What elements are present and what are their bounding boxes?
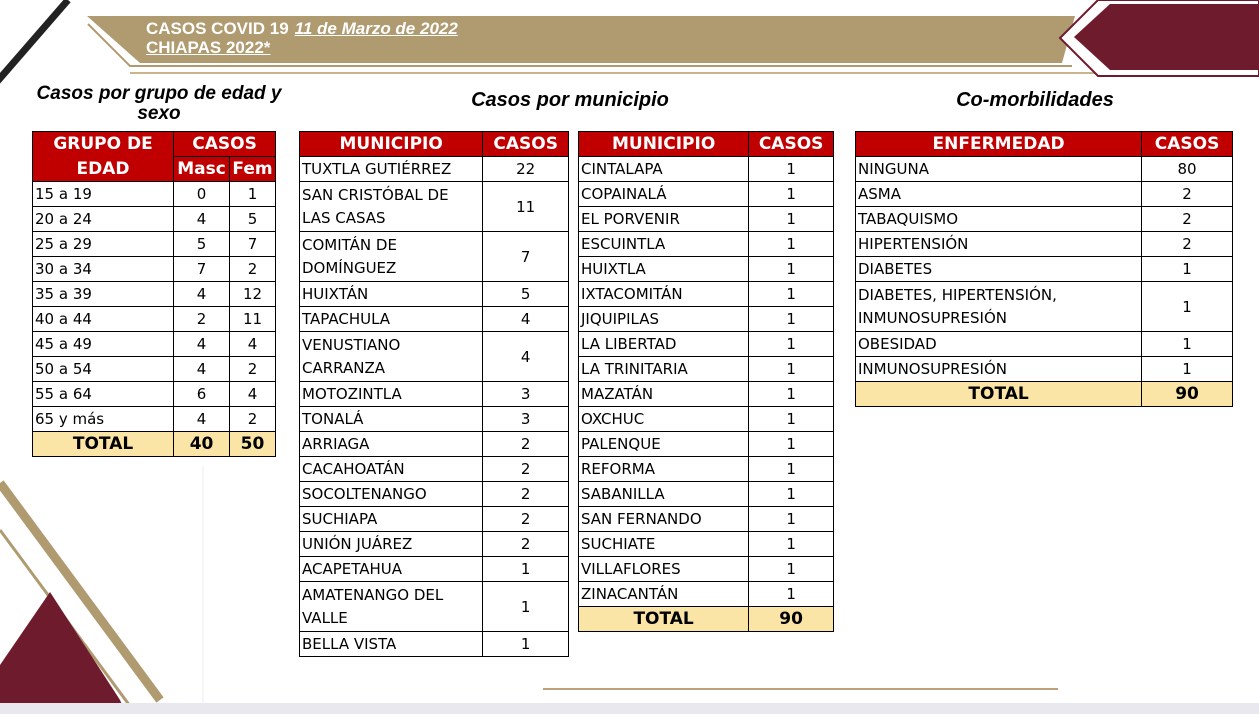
muni2-row <box>579 257 834 282</box>
muni2-name-cell: SABANILLA <box>579 482 749 507</box>
muni2-cases-cell: 1 <box>749 582 834 607</box>
muni1-row <box>300 157 569 182</box>
muni2-row <box>579 457 834 482</box>
muni-total-value: 90 <box>749 607 834 632</box>
muni2-row <box>579 582 834 607</box>
age-header-fem: Fem <box>230 157 276 182</box>
muni1-row <box>300 432 569 457</box>
age-group-cell: 65 y más <box>33 407 174 432</box>
header-date: 11 de Marzo de 2022 <box>294 19 458 38</box>
comorb-cases-cell: 1 <box>1142 332 1233 357</box>
age-masc-cell: 6 <box>174 382 230 407</box>
age-group-cell: 20 a 24 <box>33 207 174 232</box>
muni2-cases-cell: 1 <box>749 507 834 532</box>
age-row <box>33 232 276 257</box>
age-row <box>33 307 276 332</box>
muni2-cases-cell: 1 <box>749 157 834 182</box>
right-banner <box>1074 4 1259 70</box>
comorb-name-cell: DIABETES, HIPERTENSIÓN, INMUNOSUPRESIÓN <box>856 282 1142 332</box>
age-fem-cell: 4 <box>230 332 276 357</box>
age-masc-cell: 4 <box>174 282 230 307</box>
comorb-cases-cell: 1 <box>1142 257 1233 282</box>
muni2-row <box>579 432 834 457</box>
age-group-cell: 45 a 49 <box>33 332 174 357</box>
comorbidity-table <box>855 131 1233 407</box>
age-fem-cell: 5 <box>230 207 276 232</box>
muni1-cases-cell: 11 <box>483 182 569 232</box>
comorb-total-label: TOTAL <box>856 382 1142 407</box>
age-group-cell: 40 a 44 <box>33 307 174 332</box>
muni2-name-cell: SAN FERNANDO <box>579 507 749 532</box>
bottom-rule <box>543 688 1058 690</box>
comorb-name-cell: TABAQUISMO <box>856 207 1142 232</box>
muni2-cases-cell: 1 <box>749 482 834 507</box>
muni1-cases-cell: 3 <box>483 382 569 407</box>
muni1-cases-cell: 2 <box>483 432 569 457</box>
muni2-header-cases: CASOS <box>749 132 834 157</box>
muni1-cases-cell: 1 <box>483 557 569 582</box>
comorb-row <box>856 257 1233 282</box>
muni1-row <box>300 332 569 382</box>
muni1-cases-cell: 1 <box>483 632 569 657</box>
age-fem-cell: 12 <box>230 282 276 307</box>
muni2-cases-cell: 1 <box>749 257 834 282</box>
comorbidity-section-title: Co-morbilidades <box>956 89 1114 111</box>
comorb-cases-cell: 1 <box>1142 357 1233 382</box>
muni1-cases-cell: 1 <box>483 582 569 632</box>
age-fem-cell: 1 <box>230 182 276 207</box>
age-fem-cell: 7 <box>230 232 276 257</box>
muni1-name-cell: TONALÁ <box>300 407 483 432</box>
muni1-row <box>300 382 569 407</box>
muni2-cases-cell: 1 <box>749 532 834 557</box>
muni2-name-cell: ESCUINTLA <box>579 232 749 257</box>
muni2-name-cell: MAZATÁN <box>579 382 749 407</box>
age-header-masc: Masc <box>174 157 230 182</box>
age-table <box>32 131 276 457</box>
header-title <box>146 19 458 57</box>
comorb-cases-cell: 2 <box>1142 182 1233 207</box>
muni1-cases-cell: 2 <box>483 482 569 507</box>
muni2-cases-cell: 1 <box>749 457 834 482</box>
muni2-name-cell: OXCHUC <box>579 407 749 432</box>
age-masc-cell: 7 <box>174 257 230 282</box>
muni2-name-cell: PALENQUE <box>579 432 749 457</box>
age-header-group-2: EDAD <box>33 157 174 182</box>
comorb-row <box>856 332 1233 357</box>
age-fem-cell: 11 <box>230 307 276 332</box>
muni2-row <box>579 507 834 532</box>
muni1-cases-cell: 2 <box>483 507 569 532</box>
age-row <box>33 182 276 207</box>
muni2-cases-cell: 1 <box>749 332 834 357</box>
comorb-name-cell: ASMA <box>856 182 1142 207</box>
muni1-name-cell: TAPACHULA <box>300 307 483 332</box>
muni2-name-cell: JIQUIPILAS <box>579 307 749 332</box>
age-row <box>33 257 276 282</box>
age-row <box>33 207 276 232</box>
comorb-cases-cell: 80 <box>1142 157 1233 182</box>
muni2-name-cell: VILLAFLORES <box>579 557 749 582</box>
header-title-text: CASOS COVID 19 <box>146 19 289 38</box>
age-fem-cell: 2 <box>230 407 276 432</box>
muni2-cases-cell: 1 <box>749 232 834 257</box>
comorb-total-row <box>856 382 1233 407</box>
comorb-total-value: 90 <box>1142 382 1233 407</box>
muni1-name-cell: SUCHIAPA <box>300 507 483 532</box>
muni2-cases-cell: 1 <box>749 307 834 332</box>
municipality-table-1 <box>299 131 569 657</box>
muni2-cases-cell: 1 <box>749 182 834 207</box>
age-group-cell: 35 a 39 <box>33 282 174 307</box>
muni1-row <box>300 307 569 332</box>
muni2-row <box>579 332 834 357</box>
age-header-cases: CASOS <box>174 132 276 157</box>
age-title-line2: sexo <box>137 103 181 124</box>
muni2-name-cell: CINTALAPA <box>579 157 749 182</box>
muni2-name-cell: COPAINALÁ <box>579 182 749 207</box>
muni1-name-cell: CACAHOATÁN <box>300 457 483 482</box>
muni1-name-cell: BELLA VISTA <box>300 632 483 657</box>
muni2-row <box>579 182 834 207</box>
age-masc-cell: 4 <box>174 357 230 382</box>
comorb-name-cell: INMUNOSUPRESIÓN <box>856 357 1142 382</box>
comorb-cases-cell: 1 <box>1142 282 1233 332</box>
muni1-cases-cell: 3 <box>483 407 569 432</box>
muni2-row <box>579 157 834 182</box>
muni1-row <box>300 182 569 232</box>
muni2-row <box>579 307 834 332</box>
muni1-cases-cell: 2 <box>483 532 569 557</box>
age-total-row <box>33 432 276 457</box>
muni1-row <box>300 232 569 282</box>
age-row <box>33 407 276 432</box>
municipality-section-title: Casos por municipio <box>471 89 669 111</box>
muni2-name-cell: HUIXTLA <box>579 257 749 282</box>
age-row <box>33 357 276 382</box>
muni2-row <box>579 407 834 432</box>
comorb-header-disease: ENFERMEDAD <box>856 132 1142 157</box>
comorb-row <box>856 282 1233 332</box>
muni1-row <box>300 407 569 432</box>
comorb-name-cell: OBESIDAD <box>856 332 1142 357</box>
muni2-cases-cell: 1 <box>749 382 834 407</box>
muni1-name-cell: VENUSTIANO CARRANZA <box>300 332 483 382</box>
comorb-name-cell: DIABETES <box>856 257 1142 282</box>
muni2-name-cell: EL PORVENIR <box>579 207 749 232</box>
comorb-cases-cell: 2 <box>1142 207 1233 232</box>
muni2-header-name: MUNICIPIO <box>579 132 749 157</box>
muni2-cases-cell: 1 <box>749 557 834 582</box>
muni2-cases-cell: 1 <box>749 357 834 382</box>
muni1-row <box>300 507 569 532</box>
muni2-cases-cell: 1 <box>749 207 834 232</box>
comorb-row <box>856 207 1233 232</box>
comorb-cases-cell: 2 <box>1142 232 1233 257</box>
muni-total-row <box>579 607 834 632</box>
muni1-row <box>300 482 569 507</box>
age-group-cell: 30 a 34 <box>33 257 174 282</box>
muni2-name-cell: SUCHIATE <box>579 532 749 557</box>
muni1-name-cell: ACAPETAHUA <box>300 557 483 582</box>
comorb-row <box>856 357 1233 382</box>
muni1-row <box>300 457 569 482</box>
muni1-name-cell: MOTOZINTLA <box>300 382 483 407</box>
age-total-masc: 40 <box>174 432 230 457</box>
comorb-name-cell: HIPERTENSIÓN <box>856 232 1142 257</box>
comorb-name-cell: NINGUNA <box>856 157 1142 182</box>
corner-triangle <box>0 592 126 714</box>
age-fem-cell: 2 <box>230 257 276 282</box>
muni1-header-cases: CASOS <box>483 132 569 157</box>
muni2-cases-cell: 1 <box>749 407 834 432</box>
age-total-label: TOTAL <box>33 432 174 457</box>
bottom-bar <box>0 703 1259 714</box>
muni1-name-cell: UNIÓN JUÁREZ <box>300 532 483 557</box>
comorb-row <box>856 232 1233 257</box>
age-masc-cell: 4 <box>174 207 230 232</box>
municipality-table-2 <box>578 131 834 632</box>
muni1-name-cell: SAN CRISTÓBAL DE LAS CASAS <box>300 182 483 232</box>
age-fem-cell: 2 <box>230 357 276 382</box>
muni2-row <box>579 282 834 307</box>
muni1-cases-cell: 7 <box>483 232 569 282</box>
muni1-row <box>300 582 569 632</box>
muni1-name-cell: COMITÁN DE DOMÍNGUEZ <box>300 232 483 282</box>
muni1-cases-cell: 5 <box>483 282 569 307</box>
muni2-row <box>579 482 834 507</box>
age-group-cell: 15 a 19 <box>33 182 174 207</box>
muni1-name-cell: SOCOLTENANGO <box>300 482 483 507</box>
muni1-name-cell: TUXTLA GUTIÉRREZ <box>300 157 483 182</box>
muni2-row <box>579 207 834 232</box>
muni2-row <box>579 382 834 407</box>
muni1-header-name: MUNICIPIO <box>300 132 483 157</box>
muni1-row <box>300 532 569 557</box>
muni1-name-cell: HUIXTÁN <box>300 282 483 307</box>
age-row <box>33 382 276 407</box>
age-masc-cell: 0 <box>174 182 230 207</box>
age-total-fem: 50 <box>230 432 276 457</box>
age-row <box>33 282 276 307</box>
muni2-name-cell: IXTACOMITÁN <box>579 282 749 307</box>
age-title-line1: Casos por grupo de edad y <box>36 83 282 104</box>
muni1-cases-cell: 4 <box>483 332 569 382</box>
muni2-row <box>579 532 834 557</box>
muni2-name-cell: LA TRINITARIA <box>579 357 749 382</box>
muni2-row <box>579 232 834 257</box>
muni2-row <box>579 557 834 582</box>
age-fem-cell: 4 <box>230 382 276 407</box>
age-group-cell: 50 a 54 <box>33 357 174 382</box>
muni2-cases-cell: 1 <box>749 432 834 457</box>
age-header-group: GRUPO DE <box>33 132 174 157</box>
muni-total-label: TOTAL <box>579 607 749 632</box>
age-masc-cell: 4 <box>174 332 230 357</box>
muni2-name-cell: LA LIBERTAD <box>579 332 749 357</box>
muni1-name-cell: ARRIAGA <box>300 432 483 457</box>
age-masc-cell: 4 <box>174 407 230 432</box>
comorb-row <box>856 157 1233 182</box>
muni2-row <box>579 357 834 382</box>
age-masc-cell: 5 <box>174 232 230 257</box>
muni2-name-cell: REFORMA <box>579 457 749 482</box>
age-group-cell: 55 a 64 <box>33 382 174 407</box>
muni1-cases-cell: 4 <box>483 307 569 332</box>
muni1-row <box>300 282 569 307</box>
age-masc-cell: 2 <box>174 307 230 332</box>
muni2-cases-cell: 1 <box>749 282 834 307</box>
header-subtitle: CHIAPAS 2022* <box>146 38 271 57</box>
muni1-row <box>300 632 569 657</box>
age-group-cell: 25 a 29 <box>33 232 174 257</box>
comorb-header-cases: CASOS <box>1142 132 1233 157</box>
muni1-row <box>300 557 569 582</box>
comorb-row <box>856 182 1233 207</box>
muni1-name-cell: AMATENANGO DEL VALLE <box>300 582 483 632</box>
corner-stroke-top-left <box>0 0 68 84</box>
muni2-name-cell: ZINACANTÁN <box>579 582 749 607</box>
muni1-cases-cell: 22 <box>483 157 569 182</box>
age-section-title <box>18 84 300 124</box>
age-row <box>33 332 276 357</box>
muni1-cases-cell: 2 <box>483 457 569 482</box>
